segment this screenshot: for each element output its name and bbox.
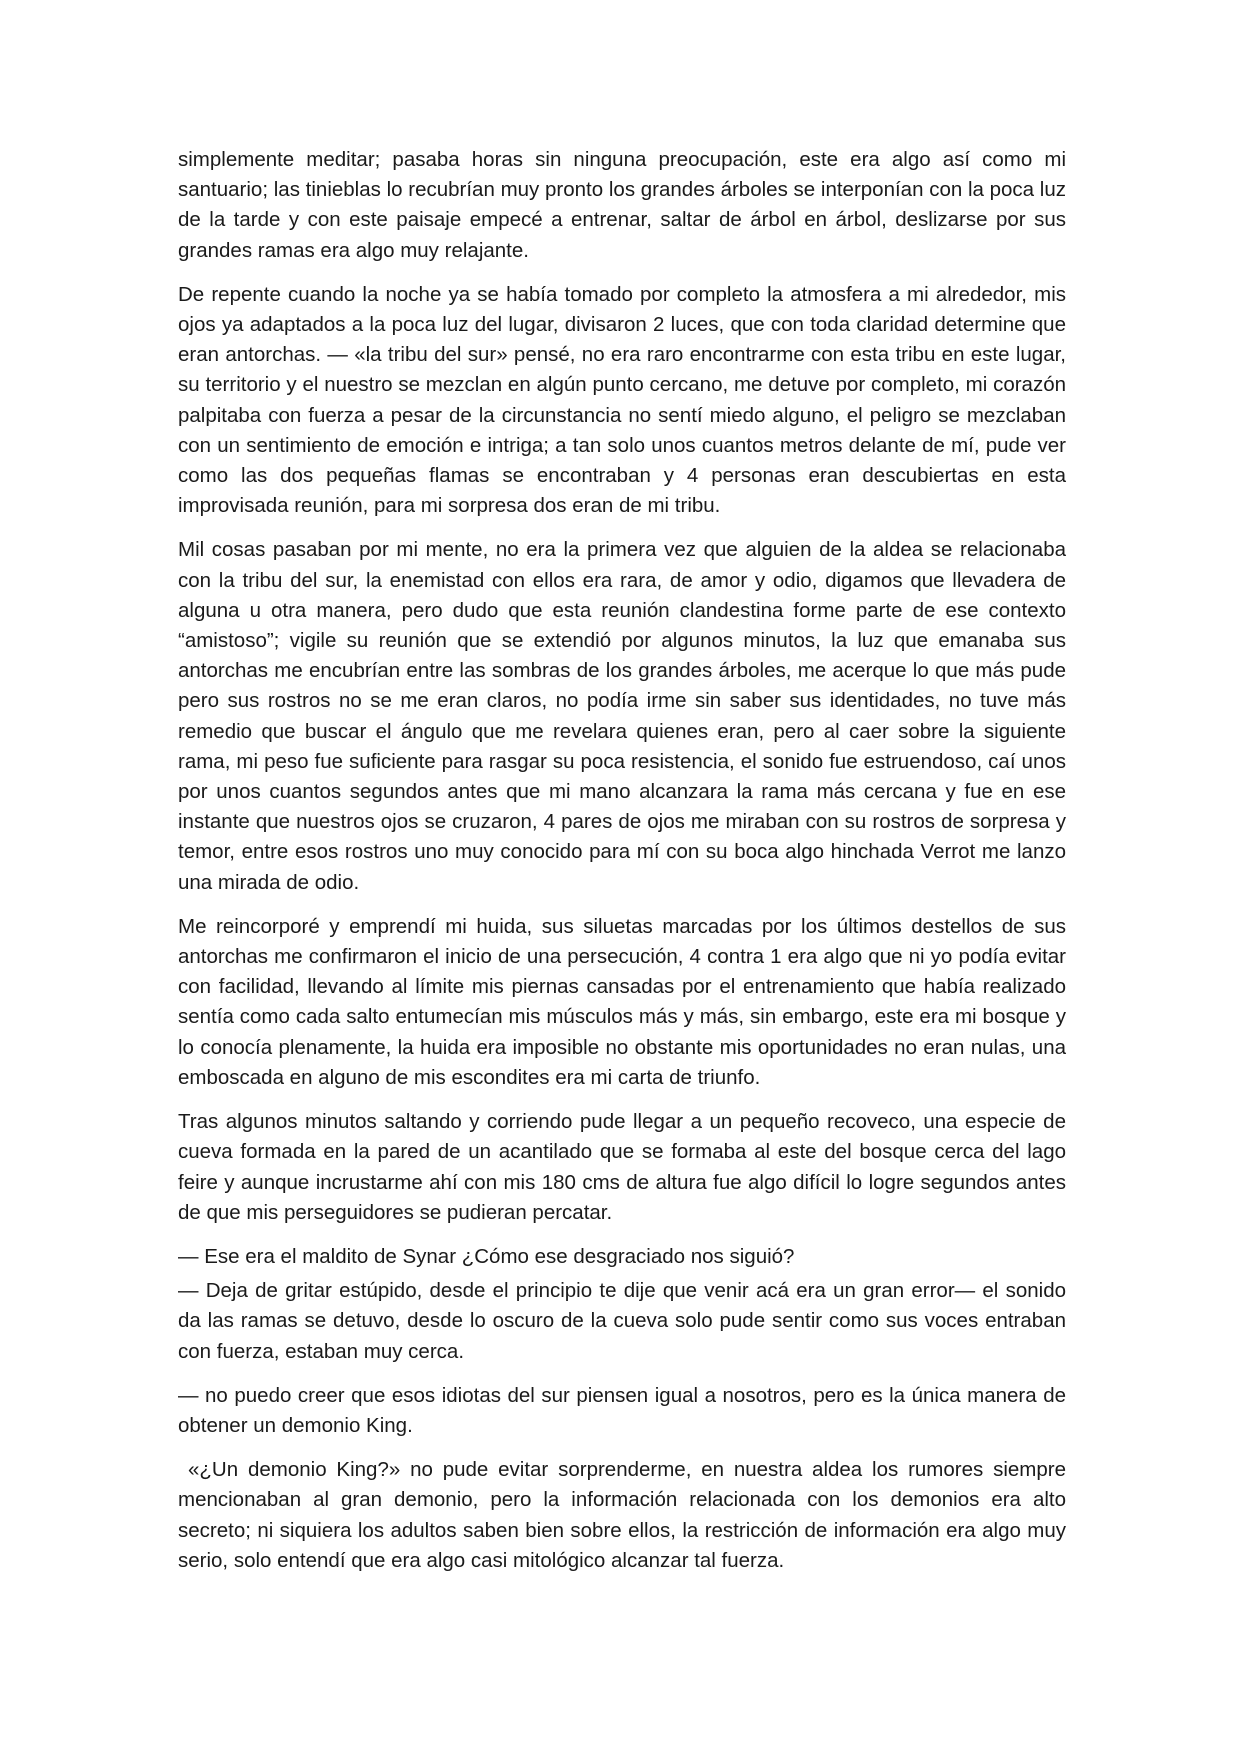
paragraph-2: De repente cuando la noche ya se había tomado por completo la atmosfera a mi alrededor, mis ojos ya adaptados a la poca luz del lugar, divisaron 2 luces, que con toda claridad determine que eran antorchas. — «la tribu del sur» pensé, no era raro encontrarme con esta tribu en este lugar, su territorio y el nuestro se mezclan en algún punto cercano, me detuve por completo, mi corazón palpitaba con fuerza a pesar de la circunstancia no sentí miedo alguno, el peligro se mezclaban con un sentimiento de emoción e intriga; a tan solo unos cuantos metros delante de mí, pude ver como las dos pequeñas flamas se encontraban y 4 personas eran descubiertas en esta improvisada reunión, para mi sorpresa dos eran de mi tribu. [178, 282, 1066, 518]
paragraph-4: Me reincorporé y emprendí mi huida, sus siluetas marcadas por los últimos destellos de sus antorchas me confirmaron el inicio de una persecución, 4 contra 1 era algo que ni yo podía evitar con facilidad, llevando al límite mis piernas cansadas por el entrenamiento que había realizado sentía como cada salto entumecían mis músculos más y más, sin embargo, este era mi bosque y lo conocía plenamente, la huida era imposible no obstante mis oportunidades no eran nulas, una emboscada en alguno de mis escondites era mi carta de triunfo. [178, 914, 1066, 1089]
document-page [178, 145, 1066, 1590]
paragraph-5: Tras algunos minutos saltando y corriendo pude llegar a un pequeño recoveco, una especie de cueva formada en la pared de un acantilado que se formaba al este del bosque cerca del lago feire y aunque incrustarme ahí con mis 180 cms de altura fue algo difícil lo logre segundos antes de que mis perseguidores se pudieran percatar. [178, 1110, 1066, 1224]
dialogue-line-3: — no puedo creer que esos idiotas del sur piensen igual a nosotros, pero es la única manera de obtener un demonio King. [178, 1383, 1066, 1437]
dialogue-line-2: — Deja de gritar estúpido, desde el principio te dije que venir acá era un gran error— el sonido da las ramas se detuvo, desde lo oscuro de la cueva solo pude sentir como sus voces entraban con fuerza, estaban muy cerca. [178, 1279, 1066, 1363]
paragraph-1: simplemente meditar; pasaba horas sin ninguna preocupación, este era algo así como mi santuario; las tinieblas lo recubrían muy pronto los grandes árboles se interponían con la poca luz de la tarde y con este paisaje empecé a entrenar, saltar de árbol en árbol, deslizarse por sus grandes ramas era algo muy relajante. [178, 148, 1066, 262]
paragraph-final: «¿Un demonio King?» no pude evitar sorprenderme, en nuestra aldea los rumores siempre mencionaban al gran demonio, pero la información relacionada con los demonios era alto secreto; ni siquiera los adultos saben bien sobre ellos, la restricción de información era algo muy serio, solo entendí que era algo casi mitológico alcanzar tal fuerza. [178, 1458, 1066, 1572]
dialogue-line-1: — Ese era el maldito de Synar ¿Cómo ese desgraciado nos siguió? [178, 1244, 795, 1268]
paragraph-3: Mil cosas pasaban por mi mente, no era la primera vez que alguien de la aldea se relacionaba con la tribu del sur, la enemistad con ellos era rara, de amor y odio, digamos que llevadera de alguna u otra manera, pero dudo que esta reunión clandestina forme parte de ese contexto “amistoso”; vigile su reunión que se extendió por algunos minutos, la luz que emanaba sus antorchas me encubrían entre las sombras de los grandes árboles, me acerque lo que más pude pero sus rostros no se me eran claros, no podía irme sin saber sus identidades, no tuve más remedio que buscar el ángulo que me revelara quienes eran, pero al caer sobre la siguiente rama, mi peso fue suficiente para rasgar su poca resistencia, el sonido fue estruendoso, caí unos por unos cuantos segundos antes que mi mano alcanzara la rama más cercana y fue en ese instante que nuestros ojos se cruzaron, 4 pares de ojos me miraban con su rostros de sorpresa y temor, entre esos rostros uno muy conocido para mí con su boca algo hinchada Verrot me lanzo una mirada de odio. [178, 538, 1066, 894]
